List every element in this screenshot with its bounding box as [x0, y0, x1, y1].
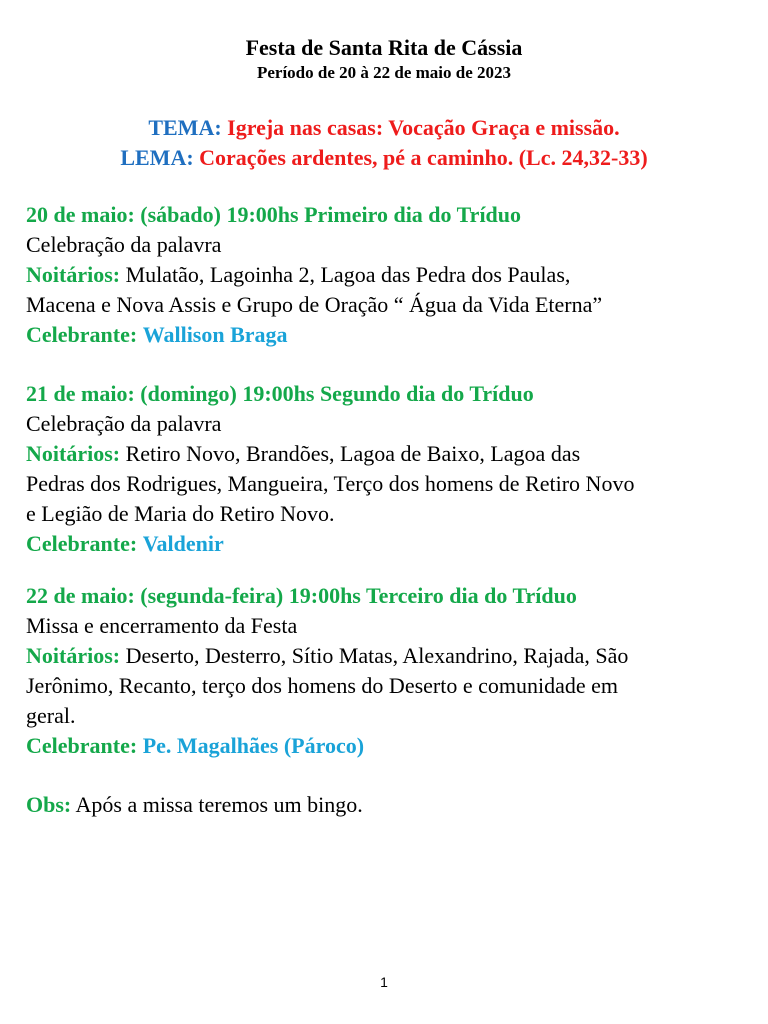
day-heading: 21 de maio: (domingo) 19:00hs Segundo dia do Tríduo — [26, 381, 534, 406]
document-title: Festa de Santa Rita de Cássia — [245, 35, 523, 60]
noitarios-text: Macena e Nova Assis e Grupo de Oração “ Água da Vida Eterna” — [26, 292, 603, 317]
obs-block — [26, 790, 746, 820]
celebrante-name: Wallison Braga — [142, 322, 288, 347]
event-period: Período de 20 à 22 de maio de 2023 — [256, 63, 512, 82]
celebrante-label: Celebrante: — [26, 531, 138, 556]
noitarios-label: Noitários: — [26, 643, 121, 668]
day-section-2 — [26, 379, 746, 559]
tema-line — [0, 113, 768, 143]
theme-block — [0, 113, 768, 173]
celebration-type: Missa e encerramento da Festa — [26, 613, 298, 638]
noitarios-text: Mulatão, Lagoinha 2, Lagoa das Pedra dos Paulas, — [125, 262, 571, 287]
lema-line — [0, 143, 768, 173]
page-number: 1 — [380, 974, 388, 990]
day-heading: 22 de maio: (segunda-feira) 19:00hs Terceiro dia do Tríduo — [26, 583, 577, 608]
noitarios-text: geral. — [26, 703, 76, 728]
celebrante-line — [26, 731, 746, 761]
noitarios-line — [26, 260, 746, 290]
obs-label: Obs: — [26, 792, 72, 817]
celebration-type: Celebração da palavra — [26, 411, 222, 436]
celebrante-label: Celebrante: — [26, 322, 138, 347]
noitarios-text: Jerônimo, Recanto, terço dos homens do Deserto e comunidade em — [26, 673, 619, 698]
noitarios-line — [26, 439, 746, 469]
celebrante-label: Celebrante: — [26, 733, 138, 758]
noitarios-label: Noitários: — [26, 441, 121, 466]
noitarios-line — [26, 641, 746, 671]
day-heading: 20 de maio: (sábado) 19:00hs Primeiro dia do Tríduo — [26, 202, 522, 227]
celebration-type: Celebração da palavra — [26, 232, 222, 257]
tema-label: TEMA: — [148, 115, 222, 140]
document-header — [0, 34, 768, 84]
celebrante-name: Valdenir — [142, 531, 224, 556]
noitarios-text: Deserto, Desterro, Sítio Matas, Alexandrino, Rajada, São — [125, 643, 629, 668]
lema-label: LEMA: — [120, 145, 194, 170]
lema-value: Corações ardentes, pé a caminho. (Lc. 24,32-33) — [199, 145, 648, 170]
noitarios-text: e Legião de Maria do Retiro Novo. — [26, 501, 335, 526]
noitarios-text: Pedras dos Rodrigues, Mangueira, Terço dos homens de Retiro Novo — [26, 471, 635, 496]
tema-value: Igreja nas casas: Vocação Graça e missão. — [227, 115, 620, 140]
noitarios-text: Retiro Novo, Brandões, Lagoa de Baixo, Lagoa das — [125, 441, 581, 466]
day-section-1 — [26, 200, 746, 350]
obs-text: Após a missa teremos um bingo. — [75, 792, 363, 817]
celebrante-line — [26, 320, 746, 350]
celebrante-line — [26, 529, 746, 559]
celebrante-name: Pe. Magalhães (Pároco) — [142, 733, 365, 758]
obs-line — [26, 790, 746, 820]
noitarios-label: Noitários: — [26, 262, 121, 287]
day-section-3 — [26, 581, 746, 761]
